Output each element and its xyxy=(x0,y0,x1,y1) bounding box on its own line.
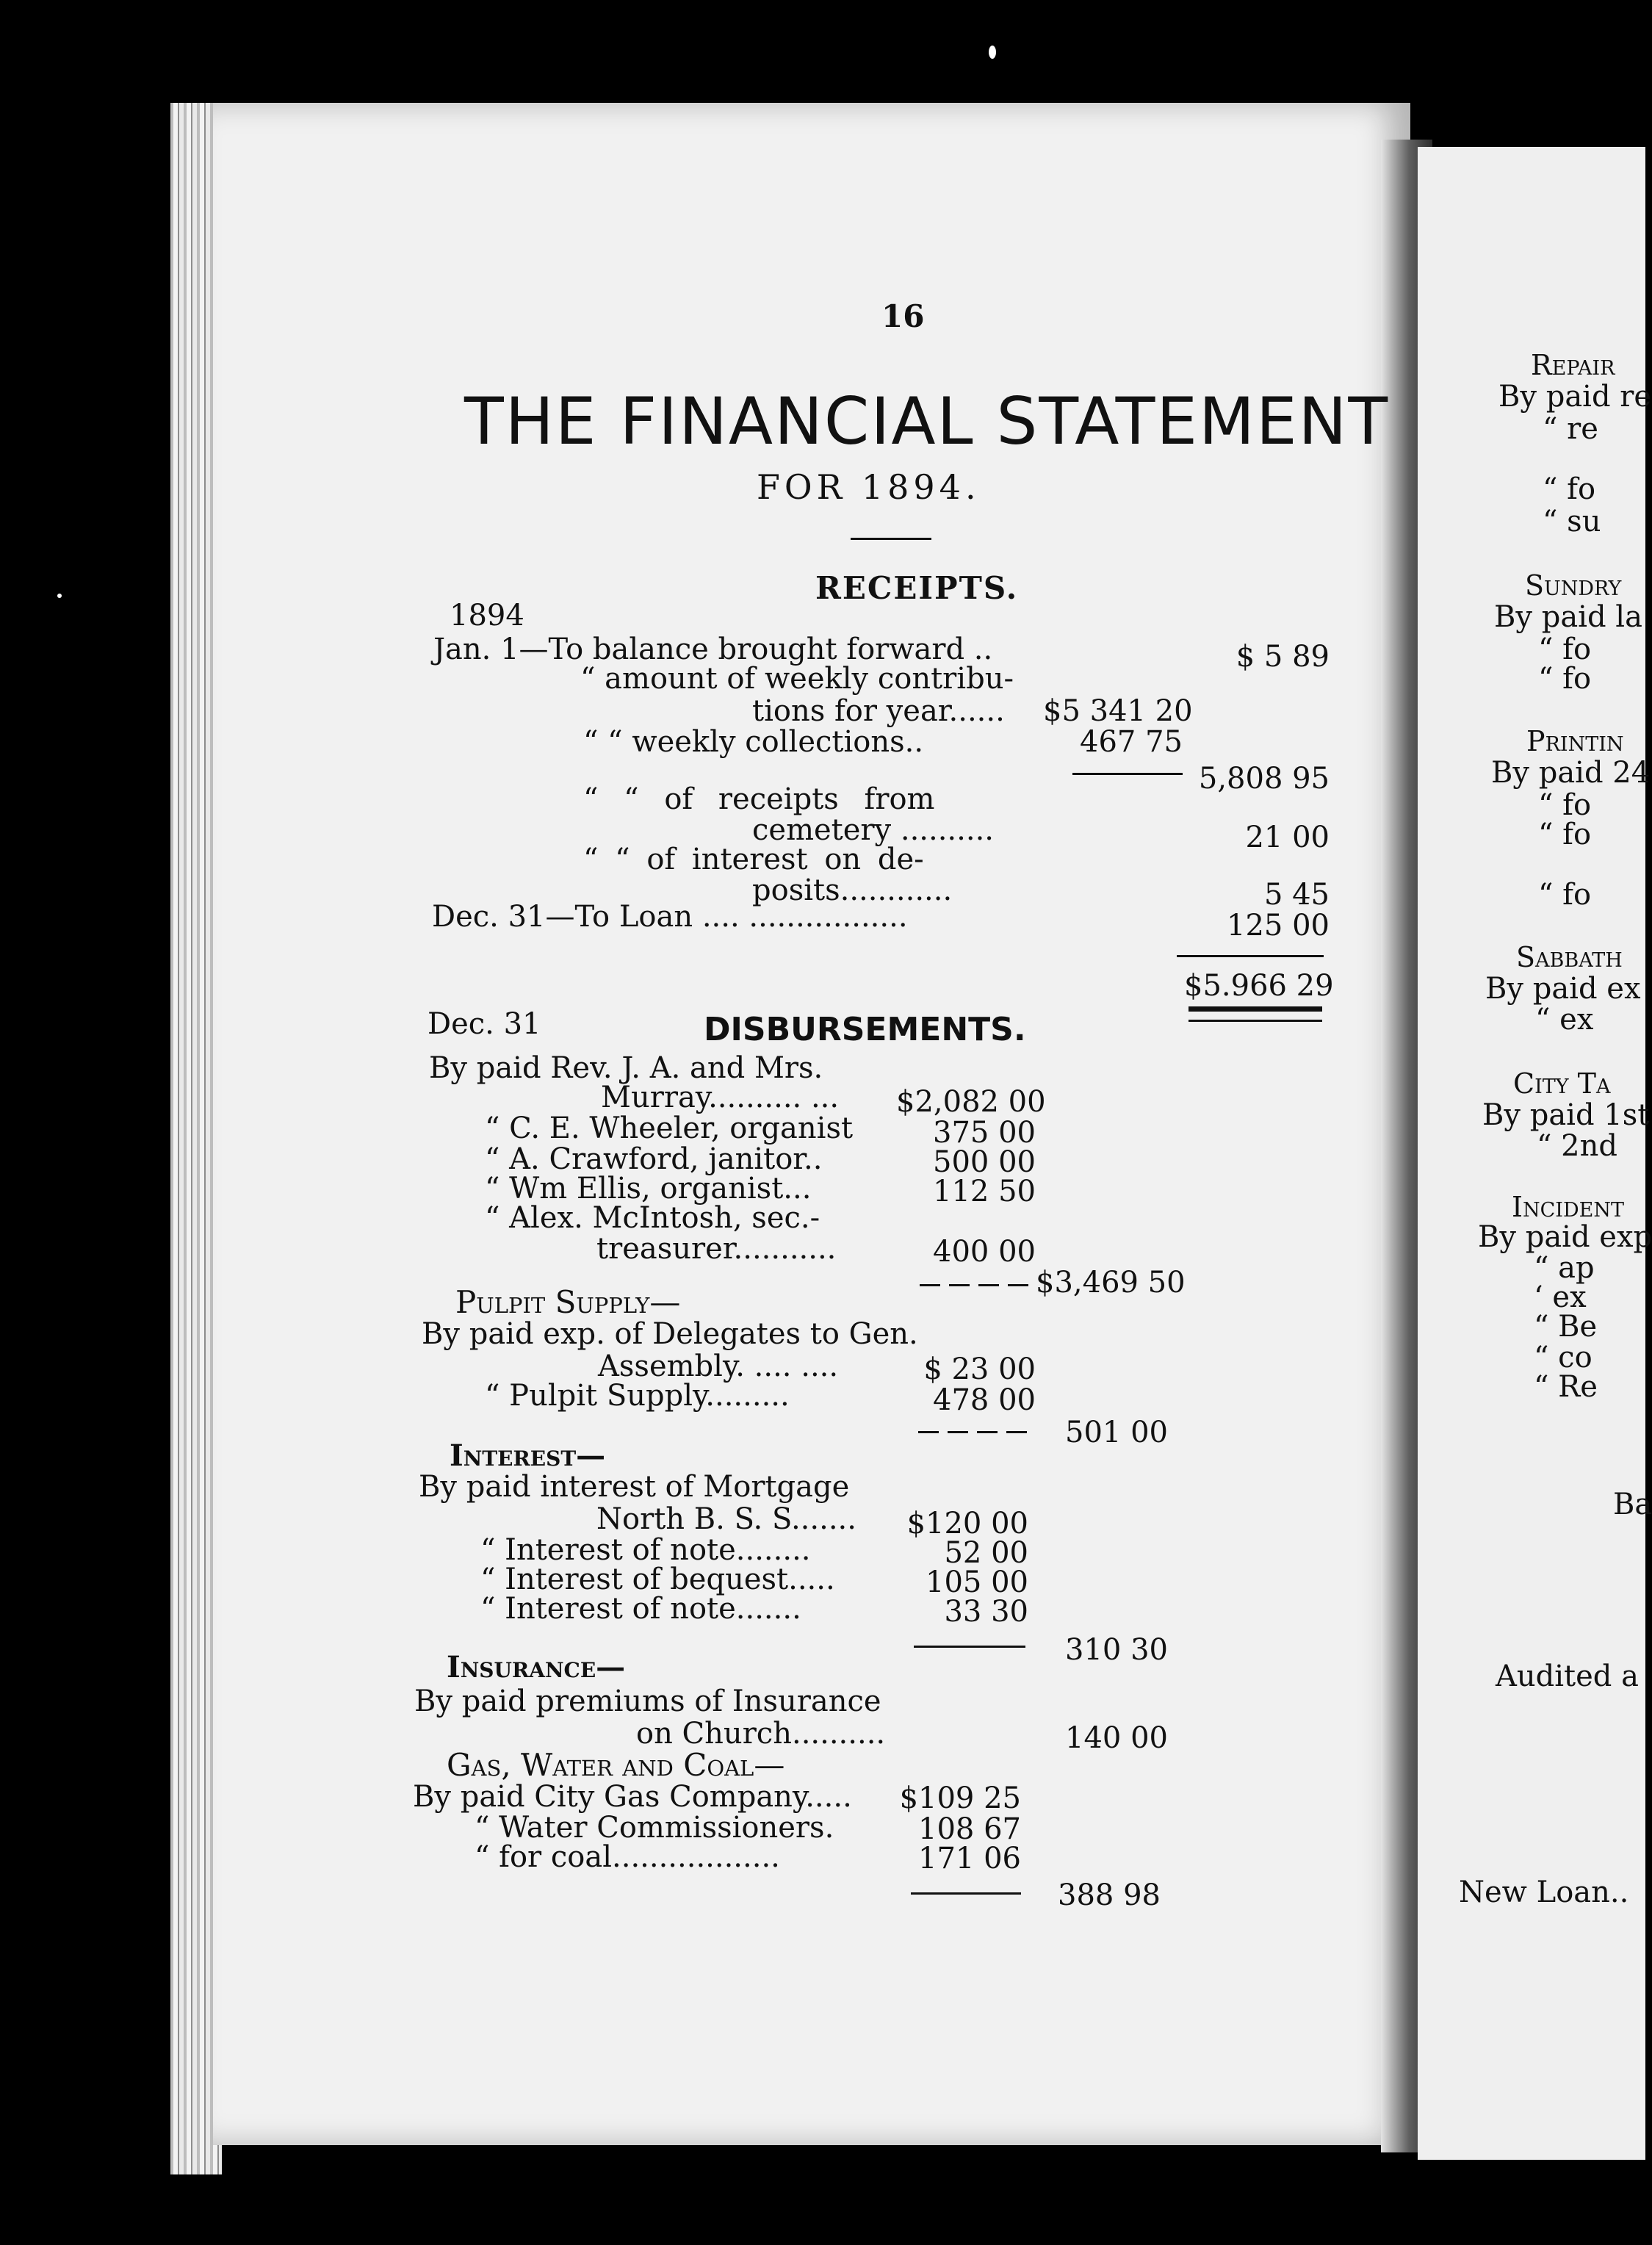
disbursement-line: Murray.......... ... xyxy=(601,1081,840,1114)
receipts-grand-total: $5.966 29 xyxy=(1184,969,1334,1003)
right-fragment: “ fo xyxy=(1543,472,1596,506)
right-fragment: ‘ ex xyxy=(1534,1280,1587,1314)
receipt-line: Jan. 1—To balance brought forward .. xyxy=(433,633,993,666)
disbursement-amount: 171 06 xyxy=(918,1842,1021,1875)
disbursement-line: “ for coal.................. xyxy=(475,1840,780,1874)
receipt-line: “ amount of weekly contribu- xyxy=(580,662,1014,696)
disbursement-amount: 500 00 xyxy=(933,1145,1036,1179)
section-heading: Insurance— xyxy=(447,1650,626,1684)
page-number: 16 xyxy=(881,298,925,334)
right-fragment: By paid ex xyxy=(1485,972,1641,1006)
receipt-line: “ “ of receipts from xyxy=(583,782,935,816)
disbursement-line: “ Alex. McIntosh, sec.- xyxy=(485,1201,820,1235)
right-fragment: “ su xyxy=(1543,505,1601,538)
receipt-total: 5 45 xyxy=(1263,878,1330,912)
section-total: 501 00 xyxy=(1065,1416,1168,1449)
receipt-line: tions for year...... xyxy=(752,694,1005,728)
disbursements-date: Dec. 31 xyxy=(428,1007,541,1041)
right-fragment: By paid re xyxy=(1498,380,1652,414)
page-subtitle: FOR 1894. xyxy=(757,467,981,507)
right-fragment: New Loan.. xyxy=(1459,1875,1629,1909)
section-heading: Gas, Water and Coal— xyxy=(447,1747,785,1783)
right-fragment: “ re xyxy=(1543,412,1598,446)
disbursement-line: By paid City Gas Company..... xyxy=(413,1780,852,1814)
receipt-line: cemetery .......... xyxy=(752,813,995,847)
right-fragment: Ba xyxy=(1613,1488,1652,1521)
disbursement-line: on Church.......... xyxy=(636,1717,886,1751)
right-fragment: City Ta xyxy=(1513,1067,1611,1100)
disbursements-heading: DISBURSEMENTS. xyxy=(704,1011,1026,1048)
disbursement-amount: $ 23 00 xyxy=(923,1352,1036,1386)
receipt-total: 21 00 xyxy=(1245,821,1330,854)
subtotal-rule xyxy=(920,1284,1028,1286)
receipts-year: 1894 xyxy=(450,599,524,633)
title-rule xyxy=(851,538,931,540)
disbursement-line: “ Interest of bequest..... xyxy=(480,1563,835,1596)
disbursement-line: By paid premiums of Insurance xyxy=(414,1684,881,1718)
receipt-total: 5,808 95 xyxy=(1198,762,1330,796)
section-total: 388 98 xyxy=(1058,1878,1161,1912)
disbursement-amount: $120 00 xyxy=(906,1507,1028,1540)
section-heading: Interest— xyxy=(450,1438,606,1473)
disbursement-amount: 478 00 xyxy=(933,1383,1036,1417)
scan-speck xyxy=(989,46,996,59)
disbursement-line: “ Interest of note........ xyxy=(480,1533,811,1567)
total-rule xyxy=(1177,955,1324,957)
disbursement-line: “ Interest of note....... xyxy=(480,1592,801,1626)
disbursement-line: “ C. E. Wheeler, organist xyxy=(485,1111,854,1145)
right-fragment: By paid exp xyxy=(1478,1220,1652,1254)
scan-speck xyxy=(57,594,62,598)
disbursement-amount: 112 50 xyxy=(933,1175,1036,1208)
disbursement-line: North B. S. S....... xyxy=(596,1502,856,1536)
right-fragment: “ fo xyxy=(1538,818,1592,851)
right-fragment: “ 2nd xyxy=(1537,1129,1617,1163)
right-fragment: By paid 1st xyxy=(1482,1098,1650,1132)
disbursement-line: “ A. Crawford, janitor.. xyxy=(485,1142,823,1176)
right-fragment: “ fo xyxy=(1538,878,1592,912)
receipts-heading: RECEIPTS. xyxy=(815,570,1019,606)
disbursement-amount: 400 00 xyxy=(933,1235,1036,1269)
disbursement-amount: 105 00 xyxy=(926,1565,1028,1599)
disbursement-amount: 375 00 xyxy=(933,1116,1036,1150)
subtotal-rule xyxy=(1072,773,1183,775)
right-fragment: By paid 24 xyxy=(1491,756,1651,790)
disbursement-line: Assembly. .... .... xyxy=(598,1349,839,1383)
section-total: $3,469 50 xyxy=(1036,1266,1186,1300)
right-fragment: “ ap xyxy=(1534,1251,1595,1285)
double-rule xyxy=(1188,1020,1322,1022)
disbursement-amount: 108 67 xyxy=(918,1812,1021,1846)
disbursement-line: “ Pulpit Supply......... xyxy=(485,1379,790,1413)
right-fragment: “ fo xyxy=(1538,788,1592,822)
page-title: THE FINANCIAL STATEMENT xyxy=(464,383,1390,459)
section-total: 140 00 xyxy=(1065,1721,1168,1755)
disbursement-amount: 52 00 xyxy=(944,1536,1028,1570)
disbursement-line: By paid Rev. J. A. and Mrs. xyxy=(429,1051,823,1085)
receipt-total: 125 00 xyxy=(1227,909,1330,943)
section-heading: Pulpit Supply— xyxy=(455,1284,681,1320)
disbursement-amount: $109 25 xyxy=(899,1781,1021,1815)
section-total: 310 30 xyxy=(1065,1633,1168,1667)
receipt-line: “ “ weekly collections.. xyxy=(583,725,924,759)
right-fragment: Repair xyxy=(1531,349,1615,381)
right-fragment: “ Re xyxy=(1534,1370,1598,1404)
disbursement-line: “ Water Commissioners. xyxy=(475,1811,834,1845)
right-fragment: “ fo xyxy=(1538,662,1592,696)
receipt-subtotal: 467 75 xyxy=(1080,725,1183,759)
disbursement-line: “ Wm Ellis, organist... xyxy=(485,1172,812,1206)
subtotal-rule xyxy=(911,1892,1021,1895)
receipt-line: Dec. 31—To Loan .... ................. xyxy=(432,900,908,934)
right-fragment: Sundry xyxy=(1525,569,1622,602)
right-fragment: “ ex xyxy=(1535,1003,1594,1037)
receipt-subtotal: $5 341 20 xyxy=(1043,694,1193,728)
subtotal-rule xyxy=(918,1431,1030,1433)
right-fragment: “ Be xyxy=(1534,1310,1598,1344)
disbursement-amount: 33 30 xyxy=(944,1595,1028,1629)
disbursement-line: By paid interest of Mortgage xyxy=(419,1470,850,1504)
right-fragment: Incident xyxy=(1512,1191,1624,1223)
right-fragment: “ co xyxy=(1534,1341,1593,1374)
disbursement-line: treasurer........... xyxy=(596,1232,837,1266)
receipt-line: “ “ of interest on de- xyxy=(583,843,924,876)
disbursement-line: By paid exp. of Delegates to Gen. xyxy=(422,1317,918,1351)
right-fragment: “ fo xyxy=(1538,633,1592,666)
receipt-total: $ 5 89 xyxy=(1236,640,1330,674)
double-rule xyxy=(1188,1006,1322,1012)
right-fragment: By paid la xyxy=(1494,600,1642,634)
right-fragment: Audited a xyxy=(1496,1660,1639,1693)
right-fragment: Sabbath xyxy=(1516,941,1623,973)
right-fragment: Printin xyxy=(1526,725,1624,757)
subtotal-rule xyxy=(914,1646,1025,1648)
disbursement-amount: $2,082 00 xyxy=(896,1085,1046,1119)
receipt-line: posits............ xyxy=(752,873,953,907)
